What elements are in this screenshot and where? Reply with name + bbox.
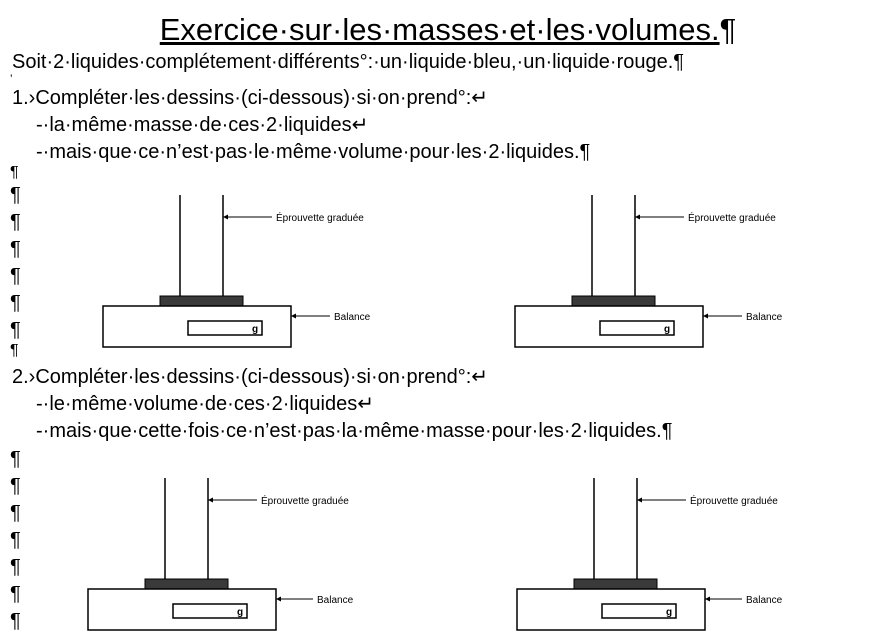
unit-label: g — [666, 607, 673, 618]
balance-plate — [572, 296, 655, 306]
figure-bottom-left — [87, 478, 397, 640]
balance-plate — [574, 579, 657, 589]
balance-label: Balance — [746, 595, 783, 606]
balance-plate — [160, 296, 243, 306]
balance-display — [602, 604, 676, 618]
balance-label: Balance — [317, 595, 354, 606]
page-title: Exercice·sur·les·masses·et·les·volumes.¶ — [159, 12, 737, 47]
figure-top-right — [514, 195, 824, 355]
balance-label: Balance — [334, 312, 371, 323]
figure-top-left — [102, 195, 412, 355]
balance-display — [188, 321, 262, 335]
pilcrow-column-1: ¶ ¶ ¶ ¶ ¶ ¶ — [10, 184, 21, 341]
q1-line2: -·la·même·masse·de·ces·2·liquides↵ — [36, 114, 369, 136]
q2-line2: -·le·même·volume·de·ces·2·liquides↵ — [36, 393, 374, 415]
figure-bottom-right — [516, 478, 826, 640]
cylinder-label: Éprouvette graduée — [261, 496, 349, 507]
cylinder-label: Éprouvette graduée — [690, 496, 778, 507]
q1-line1: 1.›Compléter·les·dessins·(ci-dessous)·si·on·prend°:↵ — [12, 87, 489, 109]
cylinder-label: Éprouvette graduée — [688, 213, 776, 224]
pilcrow-column-2: ¶ ¶ ¶ ¶ ¶ ¶ ¶ — [10, 448, 21, 632]
balance-display — [173, 604, 247, 618]
balance-display — [600, 321, 674, 335]
unit-label: g — [664, 324, 671, 335]
q2-line3: -·mais·que·cette·fois·ce·n’est·pas·la·même·masse·pour·les·2·liquides.¶ — [36, 420, 673, 442]
pilcrow-mark: ¶ — [10, 164, 19, 181]
unit-label: g — [252, 324, 259, 335]
unit-label: g — [237, 607, 244, 618]
q2-line1: 2.›Compléter·les·dessins·(ci-dessous)·si·on·prend°:↵ — [12, 366, 489, 388]
pilcrow-mark: ¶ — [10, 342, 19, 359]
intro-text: Soit·2·liquides·complétement·différents°:·un·liquide·bleu,·un·liquide·rouge.¶ — [12, 51, 685, 73]
cylinder-label: Éprouvette graduée — [276, 213, 364, 224]
balance-label: Balance — [746, 312, 783, 323]
q1-line3: -·mais·que·ce·n’est·pas·le·même·volume·pour·les·2·liquides.¶ — [36, 141, 591, 163]
small-mark: ‛ — [10, 72, 13, 86]
balance-plate — [145, 579, 228, 589]
